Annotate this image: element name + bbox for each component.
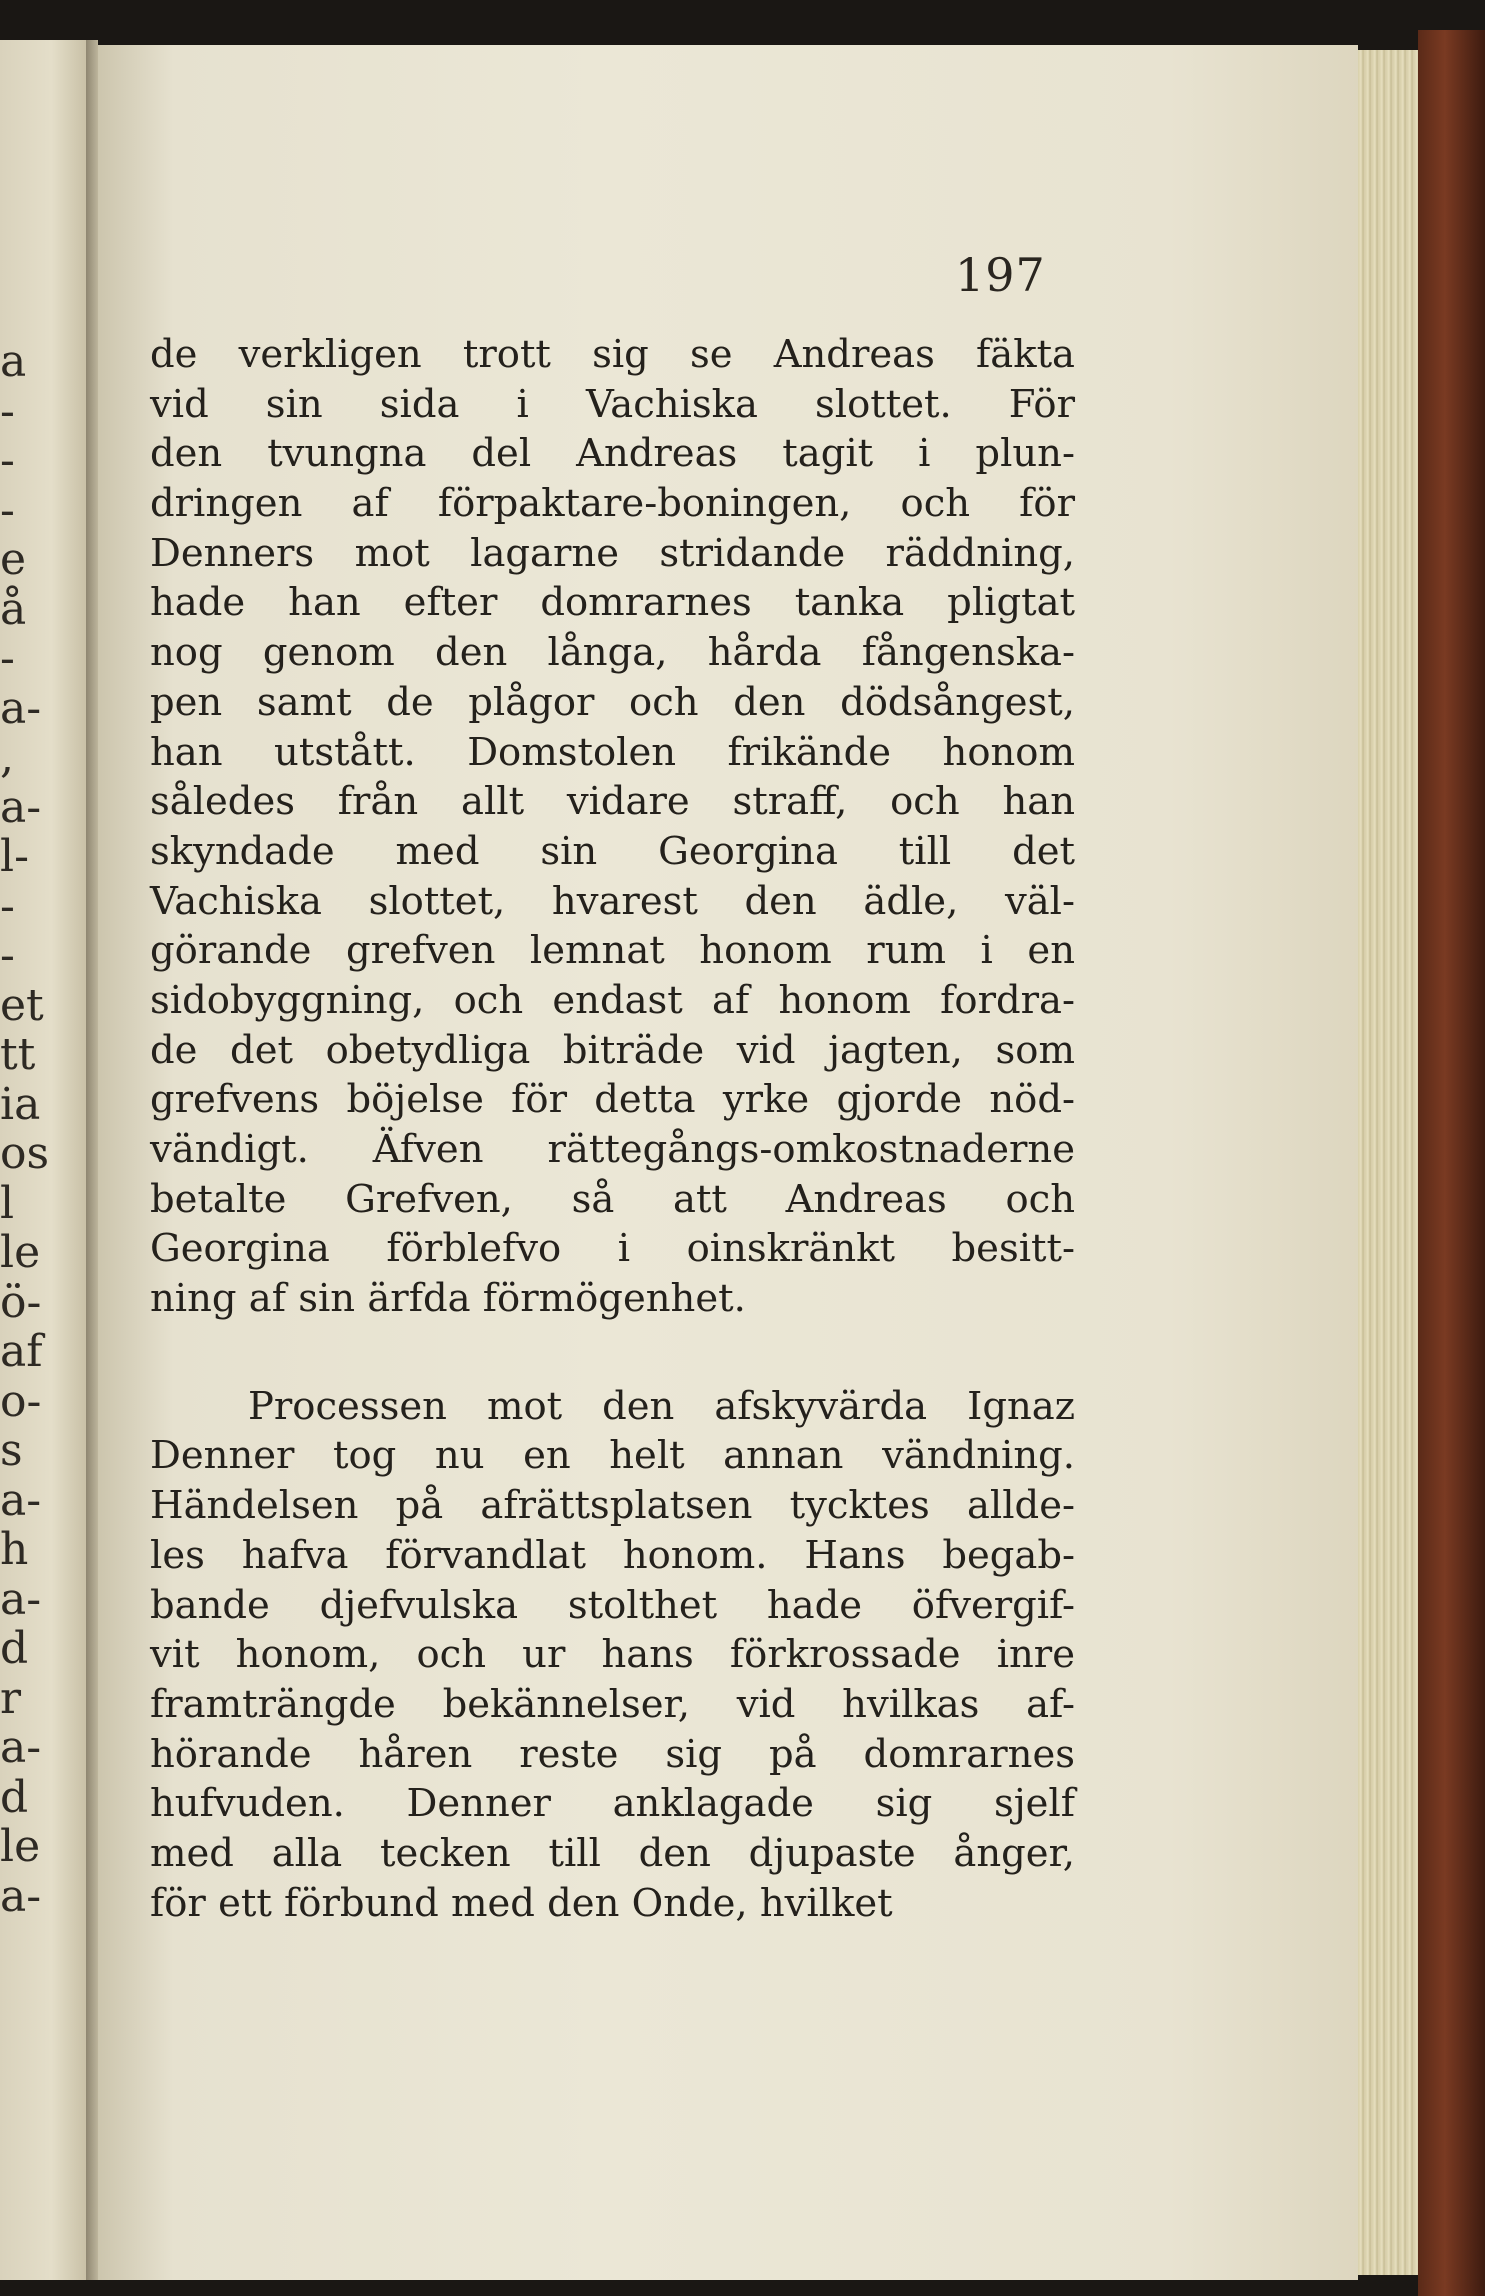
left-page-edge — [0, 40, 86, 2280]
paragraph-1 — [150, 330, 1075, 1324]
left-page-edge-char: et — [0, 979, 44, 1031]
text-line: skyndade med sin Georgina till det — [150, 828, 1075, 874]
text-line: Händelsen på afrättsplatsen tycktes allde- — [150, 1483, 1075, 1529]
left-page-edge-char: a- — [0, 1722, 42, 1773]
text-line: les hafva förvandlat honom. Hans begab- — [150, 1532, 1075, 1578]
text-line: ning af sin ärfda förmögenhet. — [150, 1276, 746, 1322]
left-page-edge-char: å — [0, 583, 27, 635]
left-page-edge-char: h — [0, 1524, 29, 1575]
left-page-edge-char: s — [0, 1425, 23, 1476]
left-page-edge-char: r — [0, 1672, 22, 1724]
text-line: Georgina förblefvo i oinskränkt besitt- — [150, 1226, 1075, 1272]
left-page-edge-char: l- — [0, 831, 29, 882]
text-line — [150, 1382, 1075, 1432]
left-page-edge-char: le — [0, 1821, 41, 1872]
text-line: sidobyggning, och endast af honom fordra- — [150, 977, 1075, 1023]
text-line: Vachiska slottet, hvarest den ädle, väl- — [150, 878, 1075, 924]
text-line: görande grefven lemnat honom rum i en — [150, 928, 1075, 974]
left-page-edge-char: d — [0, 1771, 29, 1823]
page-number: 197 — [955, 248, 1046, 302]
left-page-edge-char: - — [0, 880, 15, 932]
paragraph-gap — [150, 1324, 1075, 1382]
left-page-edge-char: d — [0, 1623, 29, 1674]
left-page-edge-char: a — [0, 336, 27, 387]
text-line: hörande håren reste sig på domrarnes — [150, 1731, 1075, 1777]
text-line: pen samt de plågor och den dödsångest, — [150, 679, 1075, 725]
left-page-edge-char: os — [0, 1128, 50, 1179]
text-line-content: Processen mot den afskyvärda Ignaz — [248, 1383, 1075, 1429]
text-line: bande djefvulska stolthet hade öfvergif- — [150, 1582, 1075, 1628]
left-page-edge-char: l — [0, 1177, 15, 1229]
text-line: grefvens böjelse för detta yrke gjorde nöd- — [150, 1077, 1075, 1123]
left-page-edge-char: ia — [0, 1078, 41, 1130]
left-page-edge-char: tt — [0, 1029, 36, 1080]
left-page-edge-char: a- — [0, 1474, 42, 1526]
text-line: vid sin sida i Vachiska slottet. För — [150, 381, 1075, 427]
text-line: för ett förbund med den Onde, hvilket — [150, 1880, 893, 1926]
paragraph-2 — [150, 1382, 1075, 1929]
left-page-edge-char: a- — [0, 781, 42, 833]
text-line: de det obetydliga biträde vid jagten, som — [150, 1027, 1075, 1073]
left-page-edge-char: - — [0, 633, 15, 684]
text-line: han utstått. Domstolen frikände honom — [150, 729, 1075, 775]
left-page-edge-char: a- — [0, 1573, 42, 1625]
text-line: Denner tog nu en helt annan vändning. — [150, 1433, 1075, 1479]
text-line: hade han efter domrarnes tanka pligtat — [150, 580, 1075, 626]
text-line: de verkligen trott sig se Andreas fäkta — [150, 332, 1075, 377]
text-line: vit honom, och ur hans förkrossade inre — [150, 1632, 1075, 1678]
text-line: således från allt vidare straff, och han — [150, 779, 1075, 825]
left-page-edge-char: e — [0, 534, 27, 585]
left-page-edge-char: - — [0, 435, 15, 486]
left-page-edge-char: ö- — [0, 1276, 42, 1328]
left-page-edge-char: af — [0, 1326, 43, 1377]
text-line: betalte Grefven, så att Andreas och — [150, 1176, 1075, 1222]
left-page-edge-char: - — [0, 484, 15, 536]
text-line: hufvuden. Denner anklagade sig sjelf — [150, 1781, 1075, 1827]
left-page-edge-char: - — [0, 385, 15, 437]
text-line: den tvungna del Andreas tagit i plun- — [150, 431, 1075, 477]
left-page-edge-char: o- — [0, 1375, 42, 1427]
left-page-edge-char: le — [0, 1227, 41, 1278]
book-gutter — [86, 40, 98, 2280]
text-line: Denners mot lagarne stridande räddning, — [150, 530, 1075, 576]
left-page-edge-char: a- — [0, 1870, 42, 1922]
left-page-edge-char: , — [0, 732, 14, 783]
text-line: dringen af förpaktare-boningen, och för — [150, 481, 1075, 527]
text-line: vändigt. Äfven rättegångs-omkostnaderne — [150, 1127, 1075, 1172]
left-page-edge-char: a- — [0, 682, 42, 734]
book-cover — [1418, 30, 1485, 2296]
page-edges — [1358, 50, 1418, 2275]
text-line: med alla tecken till den djupaste ånger, — [150, 1830, 1075, 1876]
text-block — [150, 330, 1075, 1928]
left-page-edge-char: - — [0, 930, 15, 981]
text-line: nog genom den långa, hårda fångenska- — [150, 630, 1075, 676]
text-line: framträngde bekännelser, vid hvilkas af- — [150, 1681, 1075, 1727]
